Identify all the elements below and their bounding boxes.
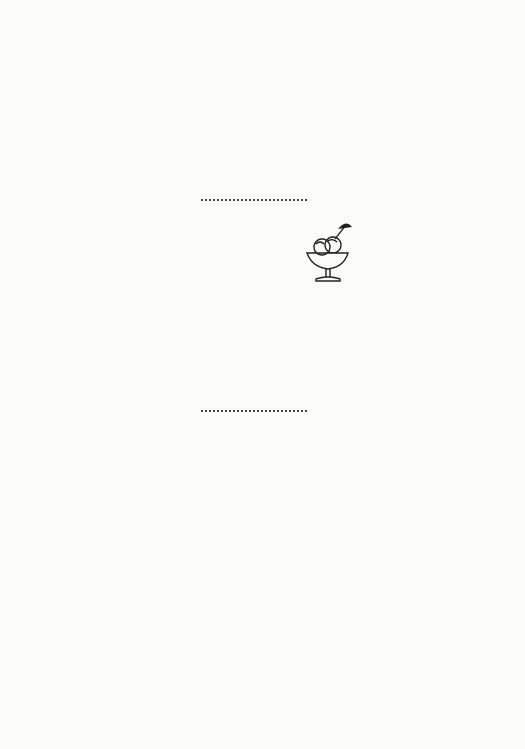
section-divider	[201, 199, 307, 201]
ice-cream-sundae-icon	[302, 217, 354, 285]
section-divider	[201, 410, 307, 412]
